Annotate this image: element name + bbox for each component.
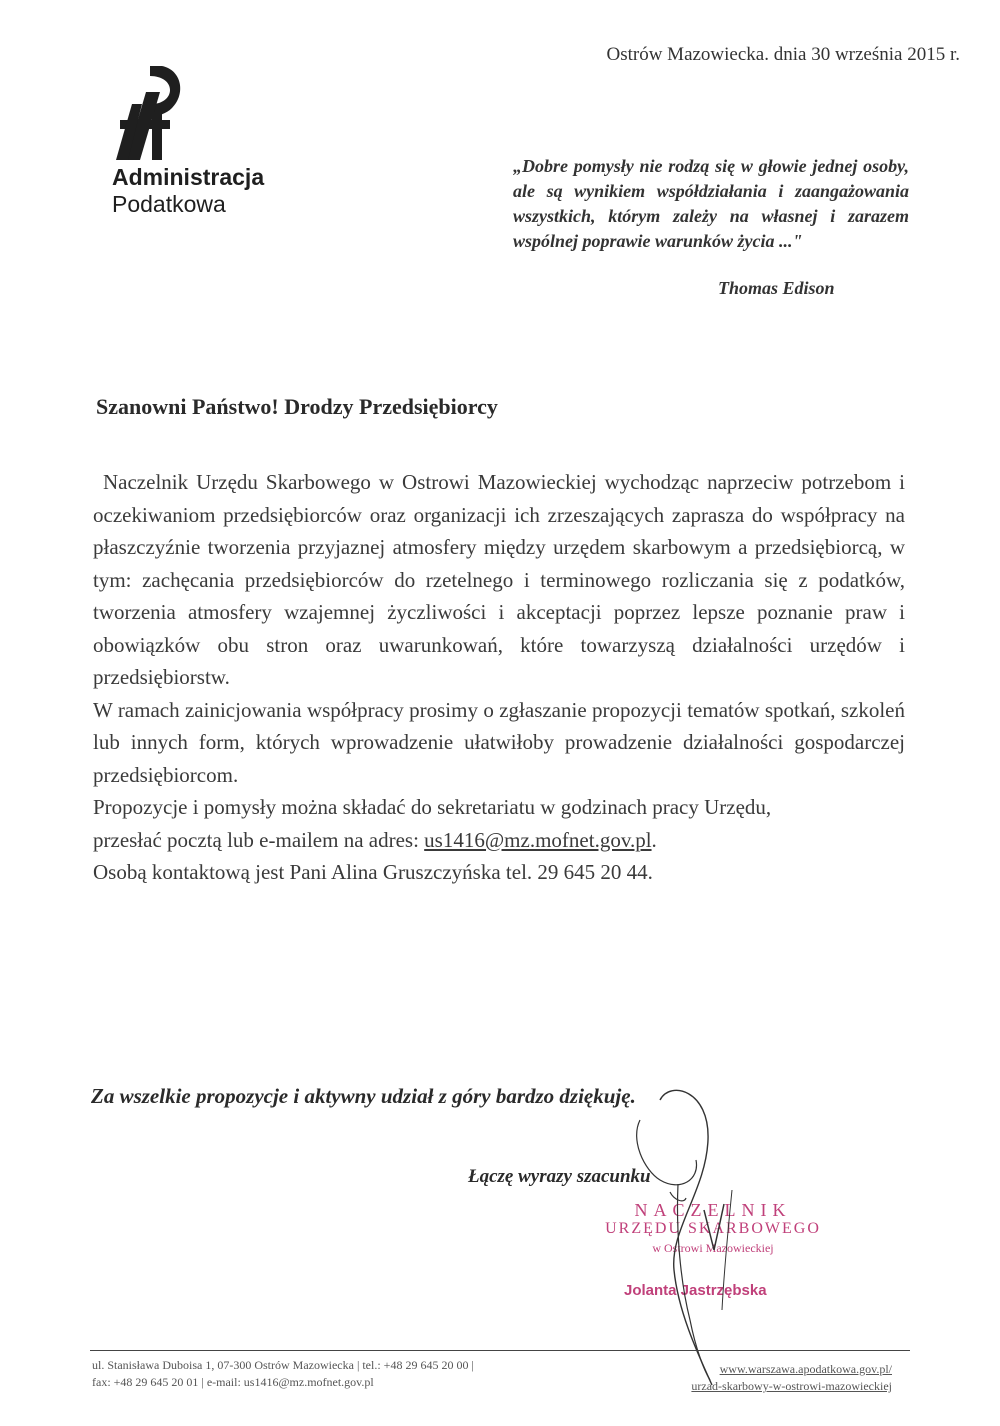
footer-web-link-1[interactable]: www.warszawa.apodatkowa.gov.pl/ [719,1362,892,1376]
administracja-podatkowa-logo-icon [116,64,186,162]
paragraph-1: Naczelnik Urzędu Skarbowego w Ostrowi Mazowieckiej wychodząc naprzeciw potrzebom i oczekiwaniom przedsiębiorców oraz organizacji ich zrzeszających zaprasza do współpracy na płaszczyźnie tworzenia przyjaznej atmosfery między urzędem skarbowym a przedsiębiorcą, w tym: zachęcania przedsiębiorców do rzetelnego i terminowego rozliczania się z podatków, tworzenia atmosfery wzajemnej życzliwości i akceptacji poprzez lepsze poznanie praw i obowiązków obu stron oraz uwarunkowań, które towarzyszą działalności urzędów i przedsiębiorstw. [93,470,905,689]
paragraph-4-suffix: . [651,827,657,852]
logo-line-2: Podatkowa [112,191,226,217]
paragraph-4-prefix: przesłać pocztą lub e-mailem na adres: [93,827,425,852]
regards-line: Łączę wyrazy szacunku [468,1166,651,1187]
email-link[interactable]: us1416@mz.mofnet.gov.pl [424,827,652,852]
motto-quote: „Dobre pomysły nie rodzą się w głowie jednej osoby, ale są wynikiem współdziałania i zaangażowania wszystkich, którym zależy na własnej i zarazem wspólnej poprawie warunków życia ..." [513,156,909,251]
stamp-name: Jolanta Jastrzębska [624,1282,767,1299]
footer-divider [90,1350,910,1351]
stamp-line-2: URZĘDU SKARBOWEGO [605,1220,821,1237]
stamp-line-3: w Ostrowi Mazowieckiej [652,1241,774,1255]
paragraph-5: Osobą kontaktową jest Pani Alina Gruszczyńska tel. 29 645 20 44. [93,860,653,884]
footer-contact: fax: +48 29 645 20 01 | e-mail: us1416@mz.mofnet.gov.pl [92,1375,374,1389]
paragraph-2: W ramach zainicjowania współpracy prosimy o zgłaszanie propozycji tematów spotkań, szkoleń lub innych form, których wprowadzenie ułatwiłoby prowadzenie działalności gospodarczej przedsiębiorcom. [93,697,905,787]
paragraph-4 [93,824,905,857]
footer-web-link-2[interactable]: urzad-skarbowy-w-ostrowi-mazowieckiej [691,1379,892,1393]
quote-author: Thomas Edison [718,278,835,298]
letter-date: Ostrów Mazowiecka. dnia 30 września 2015 r. [606,44,960,65]
footer-address-block [92,1357,474,1391]
footer-address: ul. Stanisława Duboisa 1, 07-300 Ostrów Mazowiecka | tel.: +48 29 645 20 00 | [92,1358,474,1372]
stamp-line-1: NACZELNIK [634,1200,792,1220]
salutation: Szanowni Państwo! Drodzy Przedsiębiorcy [96,394,498,419]
letter-body [93,466,905,889]
logo-line-1: Administracja [112,164,265,190]
handwritten-signature-icon [600,1080,780,1390]
logo-text [112,164,264,218]
closing-line: Za wszelkie propozycje i aktywny udział z góry bardzo dziękuję. [91,1084,636,1108]
footer-web-block [691,1361,892,1395]
paragraph-3: Propozycje i pomysły można składać do sekretariatu w godzinach pracy Urzędu, [93,795,772,819]
